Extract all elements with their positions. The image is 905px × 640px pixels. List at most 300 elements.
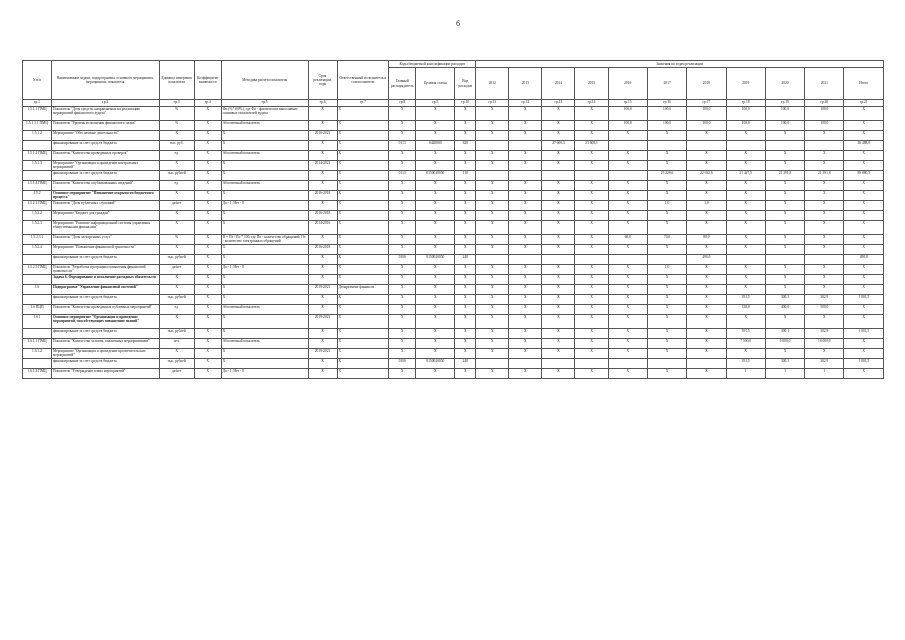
table-row <box>23 131 884 141</box>
table-cell: X <box>337 171 389 181</box>
table-cell: X <box>416 151 455 161</box>
table-cell: X <box>608 315 647 329</box>
table-cell: 0106 <box>389 255 416 265</box>
table-cell: X <box>476 275 509 285</box>
table-cell: X <box>337 161 389 171</box>
col-vr-header: Вид расходов <box>455 68 476 100</box>
table-cell: X <box>455 285 476 295</box>
table-cell: X <box>726 265 765 275</box>
table-cell: 1.6.1.1 ПМЦ <box>23 339 52 349</box>
table-cell: X <box>389 221 416 235</box>
table-cell: X <box>647 329 686 339</box>
table-cell: X <box>337 191 389 201</box>
table-cell: X <box>542 121 575 131</box>
table-cell: X <box>455 121 476 131</box>
table-cell: X <box>308 171 337 181</box>
table-cell: 240 <box>455 255 476 265</box>
table-cell: X <box>608 191 647 201</box>
table-cell: X <box>509 211 542 221</box>
table-cell: X <box>389 265 416 275</box>
table-cell: X <box>194 265 221 275</box>
table-cell: X <box>389 285 416 295</box>
table-cell: X <box>765 151 804 161</box>
table-cell: тыс. рублей <box>159 255 194 265</box>
table-cell: X <box>647 181 686 191</box>
column-number: гр.21 <box>844 100 884 107</box>
year-header: 2018 <box>687 68 726 100</box>
table-cell: X <box>687 265 726 275</box>
table-cell: X <box>844 201 884 211</box>
table-cell: X <box>221 329 308 339</box>
table-cell: 21 391,8 <box>765 171 804 181</box>
table-cell: 391,5 <box>726 359 765 369</box>
table-cell: X <box>455 275 476 285</box>
table-cell: X <box>455 191 476 201</box>
table-cell: X <box>608 245 647 255</box>
table-cell: X <box>687 305 726 315</box>
table-cell: Показатель "Доля электронных услуг" <box>51 235 159 245</box>
column-number: гр.7 <box>337 100 389 107</box>
table-cell: 0150020050 <box>416 171 455 181</box>
table-cell: X <box>455 151 476 161</box>
table-cell: 1.5.2.2 <box>23 211 52 221</box>
table-cell: X <box>726 315 765 329</box>
table-cell: X <box>194 315 221 329</box>
table-cell: X <box>337 201 389 211</box>
table-cell: X <box>308 107 337 121</box>
table-cell: X <box>455 369 476 379</box>
table-cell <box>687 141 726 151</box>
table-cell: X <box>308 369 337 379</box>
table-cell: X <box>509 221 542 235</box>
table-cell: X <box>687 285 726 295</box>
table-cell: 302,9 <box>805 359 844 369</box>
table-cell: Мероприятие "Бюджет для граждан" <box>51 211 159 221</box>
table-cell: X <box>476 265 509 275</box>
table-row <box>23 255 884 265</box>
table-cell: 620 <box>455 141 476 151</box>
table-cell: X <box>476 339 509 349</box>
table-cell: X <box>608 369 647 379</box>
table-cell: X <box>542 245 575 255</box>
table-cell <box>687 359 726 369</box>
table-cell: X <box>337 339 389 349</box>
table-row <box>23 275 884 285</box>
table-cell: 100,0 <box>608 107 647 121</box>
year-header: 2013 <box>509 68 542 100</box>
table-cell: тыс. рублей <box>159 295 194 305</box>
year-header: 2012 <box>476 68 509 100</box>
table-cell: X <box>844 285 884 295</box>
table-cell: X <box>221 131 308 141</box>
col-num-header: N п/п <box>23 61 52 100</box>
table-cell: X <box>542 191 575 201</box>
table-cell: X <box>221 161 308 171</box>
table-cell: 300,1 <box>765 295 804 305</box>
table-cell: X <box>476 191 509 201</box>
table-row <box>23 161 884 171</box>
table-cell: X <box>308 359 337 369</box>
table-cell: X <box>194 285 221 295</box>
table-cell: X <box>647 191 686 201</box>
table-cell: X <box>455 265 476 275</box>
table-cell <box>476 359 509 369</box>
table-row <box>23 201 884 211</box>
table-cell: X <box>542 161 575 171</box>
table-cell: X <box>765 275 804 285</box>
table-cell: X <box>509 107 542 121</box>
table-cell: X <box>844 349 884 359</box>
table-cell: X <box>647 131 686 141</box>
table-cell: X <box>476 151 509 161</box>
table-cell: X <box>844 181 884 191</box>
table-cell: 100,0 <box>805 121 844 131</box>
table-cell: X <box>194 161 221 171</box>
table-cell: X <box>509 191 542 201</box>
table-cell: X <box>389 161 416 171</box>
table-cell: X <box>726 245 765 255</box>
table-row <box>23 221 884 235</box>
table-cell: 330,0 <box>726 305 765 315</box>
table-cell: X <box>337 255 389 265</box>
table-cell <box>23 295 52 305</box>
table-row <box>23 191 884 201</box>
year-header: 2019 <box>726 68 765 100</box>
table-cell: 100,0 <box>726 121 765 131</box>
table-cell: 1 <box>726 369 765 379</box>
table-row <box>23 141 884 151</box>
table-cell: X <box>805 211 844 221</box>
table-cell: X <box>389 315 416 329</box>
table-cell: X <box>844 339 884 349</box>
table-cell <box>476 141 509 151</box>
budget-group-header: Коды бюджетной классификации расходов <box>389 61 476 68</box>
table-cell: X <box>194 121 221 131</box>
table-cell: X <box>159 221 194 235</box>
table-cell: X <box>221 295 308 305</box>
table-cell: X <box>687 191 726 201</box>
table-cell: X <box>765 349 804 359</box>
column-number: гр.15 <box>608 100 647 107</box>
table-cell: X <box>575 295 608 305</box>
table-cell: X <box>221 171 308 181</box>
table-row <box>23 171 884 181</box>
table-cell: X <box>575 369 608 379</box>
table-cell: X <box>159 349 194 359</box>
table-cell: 1 001,5 <box>844 295 884 305</box>
table-cell: 1.5.1.1 ПМЦ <box>23 107 52 121</box>
table-cell: X <box>159 245 194 255</box>
table-row <box>23 339 884 349</box>
table-cell: 490,0 <box>844 255 884 265</box>
table-cell: X <box>337 131 389 141</box>
table-cell: X <box>575 315 608 329</box>
table-cell: X <box>542 201 575 211</box>
table-cell: X <box>608 131 647 141</box>
table-cell: X <box>542 369 575 379</box>
table-cell: X <box>194 201 221 211</box>
col-resp-header: Ответственный исполнитель и соисполнители <box>337 61 389 100</box>
table-cell: X <box>337 315 389 329</box>
table-row <box>23 285 884 295</box>
table-cell: 70,0 <box>647 235 686 245</box>
table-cell: X <box>542 275 575 285</box>
table-cell: X <box>509 181 542 191</box>
table-cell: 1 <box>765 369 804 379</box>
column-number: гр.4 <box>194 100 221 107</box>
table-cell: X <box>509 295 542 305</box>
table-cell: да/нет <box>159 201 194 211</box>
table-cell: X <box>726 235 765 245</box>
column-number: гр.6 <box>308 100 337 107</box>
year-header: 2016 <box>608 68 647 100</box>
table-row <box>23 107 884 121</box>
table-cell: X <box>194 255 221 265</box>
table-cell: Основное мероприятие "Организация и проведение мероприятий, способствующих повышению знаний" <box>51 315 159 329</box>
table-cell: X <box>159 131 194 141</box>
table-cell: 10 000,0 <box>805 339 844 349</box>
table-cell: X <box>647 295 686 305</box>
table-cell: X <box>416 211 455 221</box>
table-cell: X <box>509 131 542 141</box>
table-cell: X <box>389 305 416 315</box>
table-cell: 302,9 <box>805 295 844 305</box>
table-cell: 2019-2021 <box>308 285 337 295</box>
table-cell: X <box>805 191 844 201</box>
table-cell: X <box>509 339 542 349</box>
table-cell: 302,9 <box>805 329 844 339</box>
table-row <box>23 329 884 339</box>
table-cell: 80,0 <box>687 235 726 245</box>
table-cell: X <box>476 211 509 221</box>
table-cell: X <box>389 369 416 379</box>
table-cell: X <box>308 121 337 131</box>
table-cell: 2016-2021 <box>308 131 337 141</box>
table-cell: X <box>542 235 575 245</box>
table-cell: 300,1 <box>765 359 804 369</box>
table-cell: 46 488,0 <box>844 141 884 151</box>
table-row <box>23 235 884 245</box>
table-cell: да/нет <box>159 265 194 275</box>
table-cell: X <box>455 161 476 171</box>
table-cell: 1.6.1.3 ПМЦ <box>23 369 52 379</box>
table-cell: X <box>476 131 509 141</box>
table-row <box>23 305 884 315</box>
table-cell: 2016-2018 <box>308 245 337 255</box>
table-cell: X <box>542 339 575 349</box>
table-cell: X <box>159 315 194 329</box>
table-cell: X <box>726 221 765 235</box>
table-cell: X <box>455 245 476 255</box>
table-cell <box>476 171 509 181</box>
table-cell: X <box>726 201 765 211</box>
table-cell: Показатель "Количество проведенных проверок" <box>51 151 159 161</box>
table-cell: X <box>416 221 455 235</box>
table-cell: X <box>337 121 389 131</box>
table-cell: 1.5.2.1 ПМЦ <box>23 201 52 211</box>
table-cell: X <box>194 295 221 305</box>
table-cell: X <box>844 315 884 329</box>
table-cell <box>476 255 509 265</box>
table-cell <box>608 141 647 151</box>
table-cell: X <box>476 285 509 295</box>
table-cell: X <box>455 349 476 359</box>
table-cell <box>542 171 575 181</box>
table-cell: 240 <box>455 359 476 369</box>
table-cell: X <box>575 349 608 359</box>
table-cell <box>23 359 52 369</box>
table-cell: X <box>647 161 686 171</box>
table-cell: Да - 1; Нет - 0 <box>221 201 308 211</box>
table-cell: 391,5 <box>726 329 765 339</box>
table-cell: X <box>476 315 509 329</box>
table-cell <box>726 141 765 151</box>
table-cell: X <box>509 151 542 161</box>
table-cell: X <box>416 275 455 285</box>
table-cell: Да - 1; Нет - 0 <box>221 369 308 379</box>
table-cell: X <box>575 201 608 211</box>
table-cell: X <box>575 221 608 235</box>
table-cell: ед. <box>159 151 194 161</box>
table-cell <box>509 141 542 151</box>
table-cell: Абсолютный показатель <box>221 181 308 191</box>
table-cell: X <box>726 211 765 221</box>
table-cell: X <box>542 329 575 339</box>
column-number: гр.1 <box>23 100 52 107</box>
table-cell: X <box>308 255 337 265</box>
table-cell: X <box>159 285 194 295</box>
table-cell: X <box>416 349 455 359</box>
table-cell: X <box>542 315 575 329</box>
table-cell: X <box>389 235 416 245</box>
table-cell: X <box>416 265 455 275</box>
table-cell: X <box>455 201 476 211</box>
table-cell <box>23 255 52 265</box>
table-cell: 0420000 <box>416 141 455 151</box>
table-cell: ед. <box>159 305 194 315</box>
table-cell: X <box>765 235 804 245</box>
table-cell: Показатель "Разработка программы повышения финансовой грамотности" <box>51 265 159 275</box>
table-cell: X <box>726 131 765 141</box>
table-cell: X <box>647 369 686 379</box>
table-cell: 100,0 <box>765 107 804 121</box>
table-cell: 25 228,6 <box>647 171 686 181</box>
table-cell: X <box>844 221 884 235</box>
table-cell: Абсолютный показатель <box>221 339 308 349</box>
table-cell: X <box>476 121 509 131</box>
table-cell: X <box>844 235 884 245</box>
table-cell: 2016-2018 <box>308 211 337 221</box>
table-cell: X <box>726 349 765 359</box>
table-cell: X <box>476 295 509 305</box>
table-cell: X <box>194 107 221 121</box>
table-cell: 0150020050 <box>416 255 455 265</box>
table-cell: 21 391,8 <box>805 171 844 181</box>
table-row <box>23 295 884 305</box>
budget-table-sheet <box>22 60 884 379</box>
table-cell: X <box>687 181 726 191</box>
table-cell: X <box>159 191 194 201</box>
table-cell: Мероприятие "Повышение финансовой грамотности" <box>51 245 159 255</box>
table-cell: тыс. рублей <box>159 359 194 369</box>
table-cell: X <box>476 107 509 121</box>
table-cell: X <box>608 295 647 305</box>
table-cell: % <box>159 121 194 131</box>
table-cell: X <box>194 369 221 379</box>
table-cell <box>726 255 765 265</box>
table-cell: X <box>765 211 804 221</box>
table-cell: 89 880,5 <box>844 171 884 181</box>
column-number: гр.12 <box>509 100 542 107</box>
table-cell: X <box>416 131 455 141</box>
table-cell: X <box>608 285 647 295</box>
table-cell <box>805 255 844 265</box>
table-cell: X <box>476 369 509 379</box>
table-cell: Да - 1; Нет - 0 <box>221 265 308 275</box>
table-cell: Абсолютный показатель <box>221 121 308 131</box>
col-csr-header: Целевая статья <box>416 68 455 100</box>
table-cell: X <box>221 221 308 235</box>
table-cell <box>608 359 647 369</box>
table-cell: X <box>476 245 509 255</box>
table-cell: Абсолютный показатель <box>221 151 308 161</box>
table-cell <box>805 141 844 151</box>
table-cell: X <box>194 171 221 181</box>
table-cell: Фи (%*100%), где Фи - фактическое выполнение плановых показателей аудита <box>221 107 308 121</box>
table-cell <box>542 255 575 265</box>
table-cell: X <box>575 121 608 131</box>
table-cell: 0150020050 <box>416 359 455 369</box>
table-cell: X <box>455 329 476 339</box>
table-cell <box>575 255 608 265</box>
year-header: 2017 <box>647 68 686 100</box>
table-cell: X <box>509 161 542 171</box>
table-cell: X <box>509 275 542 285</box>
table-cell: X <box>844 191 884 201</box>
table-cell: X <box>844 275 884 285</box>
table-cell: X <box>221 349 308 359</box>
table-cell: Задача 6. Формирование и исполнение расходных обязательств <box>51 275 159 285</box>
table-row <box>23 265 884 275</box>
table-cell: X <box>308 295 337 305</box>
table-cell: X <box>687 221 726 235</box>
table-cell: X <box>308 329 337 339</box>
table-cell: 7 500,0 <box>726 339 765 349</box>
table-cell: X <box>455 181 476 191</box>
year-header: 2015 <box>575 68 608 100</box>
table-cell: 0106 <box>389 359 416 369</box>
table-cell: 1.5.2.4 <box>23 245 52 255</box>
table-cell: X <box>509 315 542 329</box>
table-cell: X <box>844 211 884 221</box>
table-cell: X <box>575 245 608 255</box>
table-cell: X <box>542 349 575 359</box>
table-cell: тыс. руб. <box>159 141 194 151</box>
table-cell <box>765 255 804 265</box>
table-cell: Показатель "Количество человек, охваченных мероприятиями" <box>51 339 159 349</box>
table-cell: финансирование за счет средств бюджета <box>51 171 159 181</box>
table-cell: X <box>647 245 686 255</box>
table-cell: X <box>647 151 686 161</box>
table-cell: X <box>337 181 389 191</box>
table-cell: X <box>221 211 308 221</box>
table-cell: X <box>805 151 844 161</box>
table-cell: финансирование за счет средств бюджета <box>51 255 159 265</box>
table-cell: X <box>575 131 608 141</box>
table-cell: X <box>509 285 542 295</box>
table-cell: 22 632,6 <box>687 171 726 181</box>
table-cell <box>23 171 52 181</box>
